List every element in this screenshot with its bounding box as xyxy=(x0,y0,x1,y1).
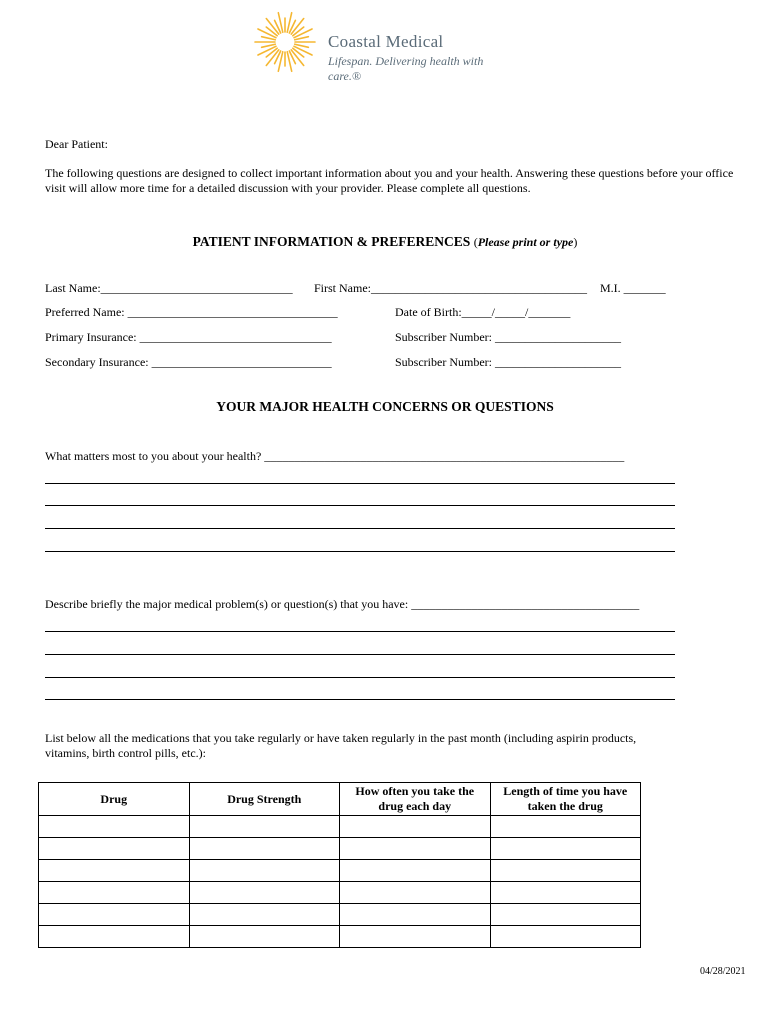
table-cell[interactable] xyxy=(490,860,641,882)
table-cell[interactable] xyxy=(340,816,491,838)
table-row xyxy=(39,926,641,948)
concerns-heading: YOUR MAJOR HEALTH CONCERNS OR QUESTIONS xyxy=(216,399,554,414)
table-cell[interactable] xyxy=(39,860,190,882)
table-row xyxy=(39,882,641,904)
sun-logo-icon xyxy=(253,10,317,74)
table-cell[interactable] xyxy=(189,882,340,904)
preferred-name-field[interactable]: Preferred Name: ___________________________________ xyxy=(45,305,338,319)
answer-line[interactable] xyxy=(45,631,675,632)
answer-line[interactable] xyxy=(45,699,675,700)
table-row xyxy=(39,816,641,838)
question-health-matters[interactable]: What matters most to you about your health? ____________________________________________________________ xyxy=(45,449,625,463)
column-header-strength: Drug Strength xyxy=(189,783,340,816)
question-medical-problems[interactable]: Describe briefly the major medical problem(s) or question(s) that you have: ______________________________________ xyxy=(45,597,640,611)
first-name-field[interactable]: First Name:____________________________________ xyxy=(314,281,587,295)
table-cell[interactable] xyxy=(189,904,340,926)
table-cell[interactable] xyxy=(39,816,190,838)
table-row xyxy=(39,904,641,926)
table-cell[interactable] xyxy=(340,904,491,926)
date-of-birth-field[interactable]: Date of Birth:_____/_____/_______ xyxy=(395,305,571,319)
answer-line[interactable] xyxy=(45,483,675,484)
primary-insurance-field[interactable]: Primary Insurance: ________________________________ xyxy=(45,330,332,344)
table-cell[interactable] xyxy=(39,882,190,904)
coastal-medical-logo xyxy=(253,10,515,83)
table-cell[interactable] xyxy=(39,904,190,926)
table-cell[interactable] xyxy=(39,838,190,860)
table-cell[interactable] xyxy=(340,926,491,948)
table-cell[interactable] xyxy=(189,816,340,838)
column-header-frequency: How often you take the drug each day xyxy=(340,783,491,816)
patient-info-title: PATIENT INFORMATION & PREFERENCES xyxy=(192,234,471,249)
column-header-duration: Length of time you have taken the drug xyxy=(490,783,641,816)
form-date: 04/28/2021 xyxy=(700,966,746,977)
org-tagline: Lifespan. Delivering health with care.® xyxy=(328,54,484,83)
table-cell[interactable] xyxy=(490,882,641,904)
table-header-row xyxy=(39,783,641,816)
last-name-field[interactable]: Last Name:________________________________ xyxy=(45,281,293,295)
table-row xyxy=(39,860,641,882)
answer-line[interactable] xyxy=(45,654,675,655)
table-cell[interactable] xyxy=(340,882,491,904)
answer-line[interactable] xyxy=(45,528,675,529)
middle-initial-field[interactable]: M.I. _______ xyxy=(600,281,666,295)
org-name: Coastal Medical xyxy=(328,32,444,51)
answer-line[interactable] xyxy=(45,551,675,552)
table-cell[interactable] xyxy=(189,838,340,860)
intro-text: The following questions are designed to collect important information about you and your health. Answering these questions before your office visit will allow more time for a detailed discussion with your provider. Please complete all questions. xyxy=(45,166,734,195)
table-cell[interactable] xyxy=(189,926,340,948)
table-cell[interactable] xyxy=(340,838,491,860)
medications-table xyxy=(38,782,641,948)
table-cell[interactable] xyxy=(490,926,641,948)
table-cell[interactable] xyxy=(340,860,491,882)
table-cell[interactable] xyxy=(490,838,641,860)
table-cell[interactable] xyxy=(490,904,641,926)
patient-info-note: (Please print or type) xyxy=(473,235,578,249)
table-cell[interactable] xyxy=(490,816,641,838)
subscriber-number-field-1[interactable]: Subscriber Number: _____________________ xyxy=(395,330,621,344)
patient-info-heading xyxy=(0,234,770,250)
secondary-insurance-field[interactable]: Secondary Insurance: ______________________________ xyxy=(45,355,332,369)
answer-line[interactable] xyxy=(45,505,675,506)
table-cell[interactable] xyxy=(39,926,190,948)
answer-line[interactable] xyxy=(45,677,675,678)
medications-instructions: List below all the medications that you take regularly or have taken regularly in the past month (including aspirin products, vitamins, birth control pills, etc.): xyxy=(45,731,637,760)
table-row xyxy=(39,838,641,860)
subscriber-number-field-2[interactable]: Subscriber Number: _____________________ xyxy=(395,355,621,369)
column-header-drug: Drug xyxy=(39,783,190,816)
salutation: Dear Patient: xyxy=(45,137,108,151)
table-cell[interactable] xyxy=(189,860,340,882)
